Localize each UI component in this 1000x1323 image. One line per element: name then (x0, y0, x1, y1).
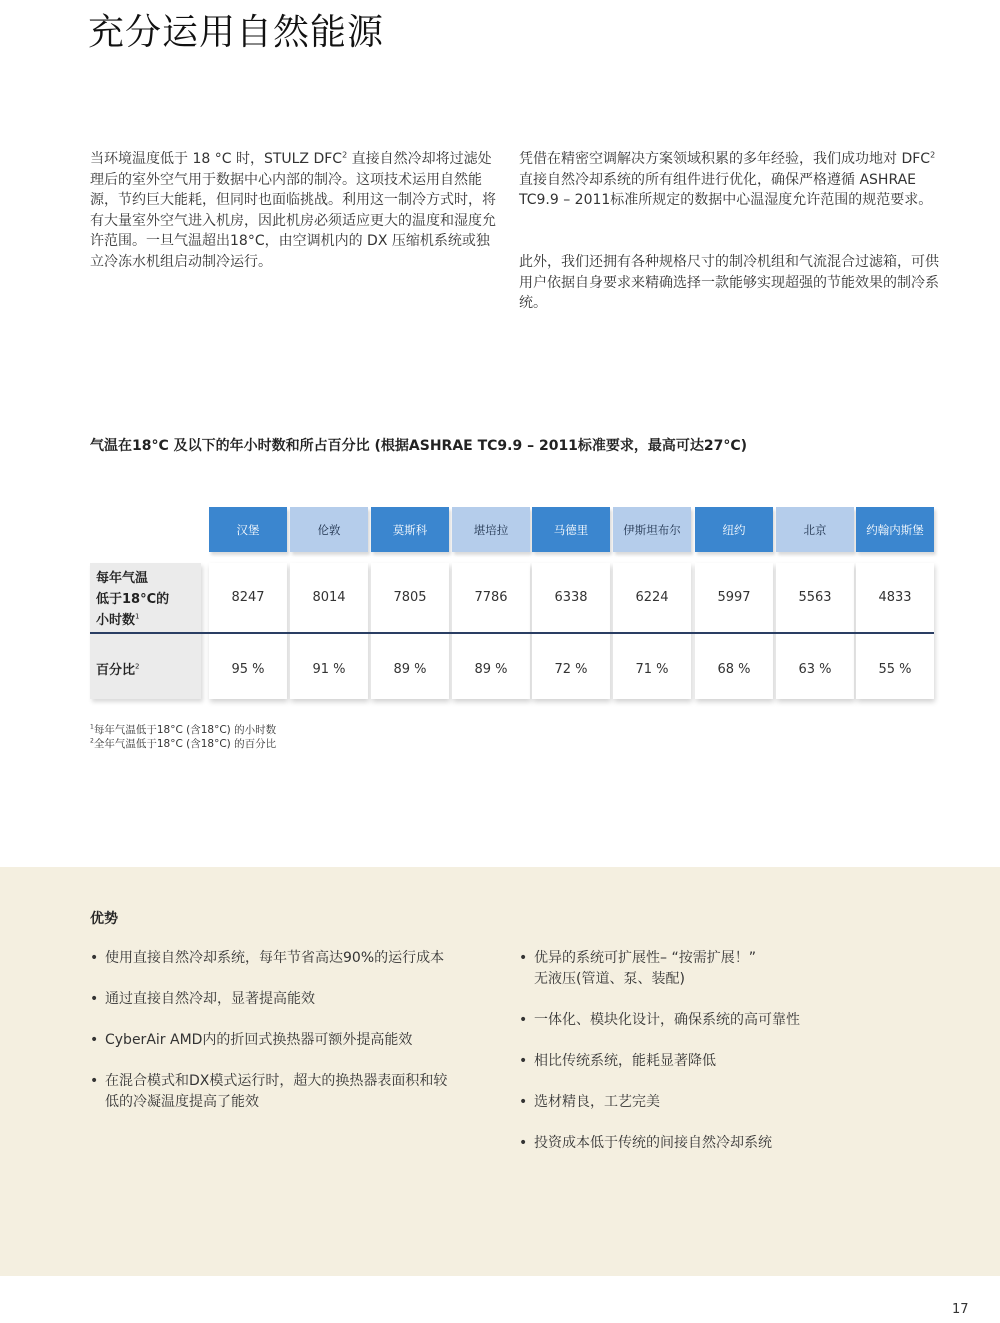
percent-cell: 89 % (474, 662, 508, 677)
bullet-line: • 选材精良，工艺完美 (534, 1094, 660, 1110)
table-footnotes (90, 723, 276, 751)
advantage-bullet (90, 1071, 500, 1113)
bullet-line: • 优异的系统可扩展性– “按需扩展！” (534, 950, 756, 966)
percent-cell: 89 % (393, 662, 427, 677)
row-label-line: 每年气温 (96, 571, 149, 586)
data-column (776, 563, 854, 699)
superscript: 2 (342, 150, 348, 160)
advantage-bullet (90, 948, 500, 969)
hours-cell: 7786 (474, 590, 508, 605)
advantage-bullet (519, 948, 939, 990)
superscript: 1 (135, 612, 140, 621)
hours-cell: 6338 (554, 590, 588, 605)
row-label-percent: 百分比$^2$ (96, 662, 140, 678)
percent-cell: 63 % (798, 662, 832, 677)
intro-left-text-a: 当环境温度低于 18 °C 时，STULZ DFC (90, 151, 343, 167)
column-header: 伦敦 (290, 507, 368, 552)
advantage-bullet (519, 1133, 939, 1154)
column-header: 马德里 (532, 507, 610, 552)
percent-cell: 71 % (635, 662, 669, 677)
percent-cell: 91 % (312, 662, 346, 677)
intro-paragraph-right-2: 此外，我们还拥有各种规格尺寸的制冷机组和气流混合过滤箱，可供用户依据自身要求来精确选择一款能够实现超强的节能效果的制冷系统。 (519, 254, 939, 311)
column-header: 纽约 (695, 507, 773, 552)
advantage-bullet (90, 989, 500, 1010)
data-column (856, 563, 934, 699)
intro-right-text-a: 凭借在精密空调解决方案领域积累的多年经验，我们成功地对 DFC (519, 151, 931, 167)
bullet-line: • 在混合模式和DX模式运行时，超大的换热器表面积和较 (105, 1073, 448, 1089)
percent-cell: 68 % (717, 662, 751, 677)
data-column (532, 563, 610, 699)
data-column (452, 563, 530, 699)
intro-left-text-b: 直接自然冷却将过滤处理后的室外空气用于数据中心内部的制冷。这项技术运用自然能源，节约巨大能耗，但同时也面临挑战。利用这一制冷方式时，将有大量室外空气进入机房，因此机房必须适应更大的温度和湿度允许范围。一旦气温超出18°C，由空调机内的 DX 压缩机系统或独立冷冻水机组启动制冷运行。 (90, 151, 496, 270)
table-heading: 气温在18°C 及以下的年小时数和所占百分比 (根据ASHRAE TC9.9 – 2011标准要求，最高可达27°C) (90, 438, 748, 454)
intro-paragraph-left (90, 149, 502, 272)
hours-cell: 5563 (798, 590, 832, 605)
column-header: 北京 (776, 507, 854, 552)
column-header: 堪培拉 (452, 507, 530, 552)
advantage-bullet (519, 1010, 939, 1031)
data-column (371, 563, 449, 699)
data-column (695, 563, 773, 699)
row-label-line: 小时数$^1$ (96, 612, 140, 628)
column-header: 莫斯科 (371, 507, 449, 552)
hours-cell: 7805 (393, 590, 427, 605)
footnote-2: $^2$全年气温低于18°C (含18°C) 的百分比 (90, 737, 277, 750)
bullet-line: • 一体化、模块化设计，确保系统的高可靠性 (534, 1012, 800, 1028)
page-title: 充分运用自然能源 (88, 12, 385, 53)
advantage-bullet (519, 1092, 939, 1113)
hours-cell: 5997 (717, 590, 751, 605)
superscript: 2 (930, 150, 936, 160)
percent-cell: 95 % (231, 662, 265, 677)
intro-right-text-b: 直接自然冷却系统的所有组件进行优化，确保严格遵循 ASHRAE TC9.9 – 2011标准所规定的数据中心温湿度允许范围的规范要求。 (519, 171, 933, 208)
intro-paragraph-right-1 (519, 149, 939, 211)
percent-cell: 72 % (554, 662, 588, 677)
bullet-line: • 通过直接自然冷却，显著提高能效 (105, 991, 315, 1007)
data-column (209, 563, 287, 699)
hours-cell: 4833 (878, 590, 912, 605)
bullet-line: • 投资成本低于传统的间接自然冷却系统 (534, 1135, 772, 1151)
bullet-line: • CyberAir AMD内的折回式换热器可额外提高能效 (105, 1032, 413, 1048)
column-header: 约翰内斯堡 (856, 507, 934, 552)
advantage-bullet (519, 1051, 939, 1072)
hours-cell: 8014 (312, 590, 346, 605)
data-column (613, 563, 691, 699)
bullet-line: • 相比传统系统，能耗显著降低 (534, 1053, 716, 1069)
column-header: 伊斯坦布尔 (613, 507, 691, 552)
advantage-bullet (90, 1030, 500, 1051)
bullet-line: 无液压(管道、泵、装配) (534, 971, 685, 987)
row-label-hours (96, 568, 169, 631)
advantages-title: 优势 (90, 911, 118, 927)
column-header: 汉堡 (209, 507, 287, 552)
row-label-line: 低于18°C的 (96, 592, 170, 607)
page-number: 17 (952, 1302, 969, 1317)
hours-cell: 8247 (231, 590, 265, 605)
bullet-line: • 使用直接自然冷却系统，每年节省高达90%的运行成本 (105, 950, 445, 966)
bullet-line: 低的冷凝温度提高了能效 (105, 1094, 259, 1110)
data-column (290, 563, 368, 699)
superscript: 2 (135, 662, 140, 671)
footnote-1: $^1$每年气温低于18°C (含18°C) 的小时数 (90, 723, 277, 736)
hours-cell: 6224 (635, 590, 669, 605)
percent-cell: 55 % (878, 662, 912, 677)
table-row-divider (90, 632, 934, 634)
